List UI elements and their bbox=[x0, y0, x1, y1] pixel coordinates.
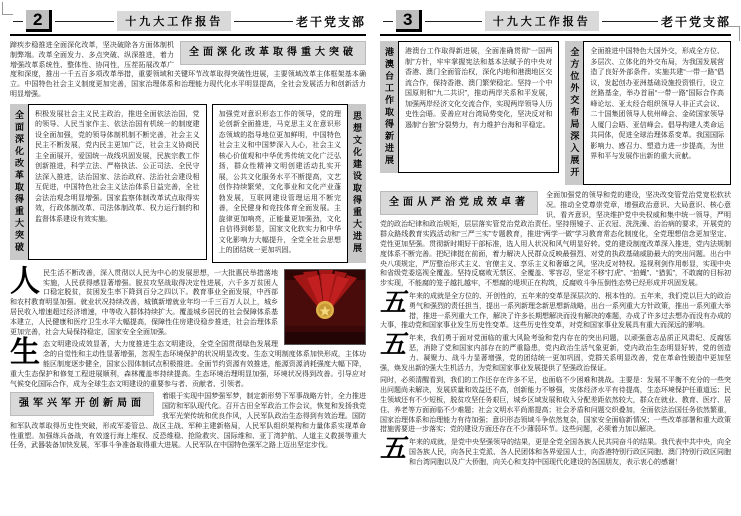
dropcap-sheng: 生 bbox=[10, 336, 40, 370]
section-diplomacy-body bbox=[583, 41, 731, 185]
section-reform bbox=[10, 41, 366, 100]
section-hmt-body bbox=[398, 41, 559, 173]
section-army bbox=[10, 392, 366, 451]
page-2-header bbox=[10, 10, 366, 32]
header-rule bbox=[380, 34, 731, 36]
masthead-title: 十九大工作报告 bbox=[485, 11, 599, 31]
para-five-thanks-text: 年来的成就，是党中央坚强领导的结果，更是全党全国各族人民共同奋斗的结果。我代表中共中央，向全国各族人民，向各民主党派、各人民团体和各界爱国人士，向香港特别行政区同胞、澳门特别行政区同胞和台湾同胞以及广大侨胞，向关心和支持中国现代化建设的各国朋友，表示衷心的感谢！ bbox=[409, 439, 732, 466]
section-culture-body bbox=[212, 104, 348, 263]
dropcap-wu: 五 bbox=[380, 287, 407, 317]
header-dash bbox=[602, 21, 658, 22]
section-diplomacy-box bbox=[565, 41, 731, 185]
section-democracy-body bbox=[28, 104, 207, 260]
section-army-text: 着眼于实现中国梦强军梦，制定新形势下军事战略方针，全力推进国防和军队现代化。召开古田全军政治工作会议，恢复和发扬我党我军光荣传统和优良作风，人民军队政治生态得到有效治理。国防和军队改革取得历史性突破，形成军委管总、战区主战、军种主建新格局，人民军队组织架构和力量体系实现革命性重塑。加强练兵备战，有效遂行海上维权、反恐维稳、抢险救灾、国际维和、亚丁湾护航、人道主义救援等重大任务，武器装备加快发展，军事斗争准备取得重大进展。人民军队在中国特色强军之路上迈出坚定步伐。 bbox=[10, 393, 366, 450]
para-five-achievements bbox=[380, 287, 732, 331]
congress-stage-photo-graphic bbox=[285, 270, 365, 344]
congress-stage-photo bbox=[284, 269, 366, 345]
section-party bbox=[380, 191, 731, 289]
page-3 bbox=[372, 0, 741, 516]
section-reform-title: 全面深化改革取得重大突破 bbox=[180, 41, 366, 65]
section-party-title: 全面从严治党成效卓著 bbox=[380, 191, 538, 215]
masthead-title: 十九大工作报告 bbox=[117, 11, 231, 31]
page-3-header bbox=[380, 10, 731, 32]
section-hmt-text: 港澳台工作取得新进展，全面准确贯彻“一国两制”方针，牢牢掌握宪法和基本法赋予的中央对香港、澳门全面管治权，深化内地和港澳地区交流合作，保持香港、澳门繁荣稳定。坚持一个中国原则和“九二共识”，推动两岸关系和平发展，加强两岸经济文化交流合作，实现两岸领导人历史性会晤。妥善应对台湾局势变化，坚决反对和遏制“台独”分裂势力，有力维护台海和平稳定。 bbox=[405, 48, 553, 129]
dropcap-wu: 五 bbox=[380, 330, 407, 360]
header-dash bbox=[425, 21, 481, 22]
para-five-risks-text: 年来，我们勇于面对党面临的重大风险考验和党内存在的突出问题，以顽强意志品质正风肃纪、反腐惩恶，消除了党和国家内部存在的严重隐患，党内政治生活气象更新，党内政治生态明显好转，党的创造力、凝聚力、战斗力显著增强，党的团结统一更加巩固，党群关系明显改善，党在革命性锻造中更加坚强，焕发出新的强大生机活力，为党和国家事业发展提供了坚强政治保证。 bbox=[380, 335, 731, 372]
header-rule bbox=[10, 34, 366, 36]
page-number: 2 bbox=[26, 10, 52, 32]
page-number: 3 bbox=[396, 10, 422, 32]
para-problems bbox=[380, 376, 731, 435]
para-five-achievements-text: 年来的成就是全方位的、开创性的，五年来的变革是深层次的、根本性的。五年来，我们党以巨大的政治勇气和强烈的责任担当，提出一系列新理念新思想新战略，出台一系列重大方针政策，推出一系列重大举措，推进一系列重大工作，解决了许多长期想解决而没有解决的难题，办成了许多过去想办而没有办成的大事，推动党和国家事业发生历史性变革。这些历史性变革，对党和国家事业发展具有重大而深远的影响。 bbox=[380, 292, 732, 330]
section-democracy-box bbox=[10, 104, 207, 260]
section-culture-box bbox=[212, 104, 366, 263]
section-democracy-text: 积极发展社会主义民主政治，推进全面依法治国，党的领导、人民当家作主、依法治国有机统一的制度建设全面加强，党的领导体制机制不断完善，社会主义民主不断发展，党内民主更加广泛，社会主义协商民主全面展开，爱国统一战线巩固发展，民族宗教工作创新推进，科学立法、严格执法、公正司法、全民守法深入推进，法治国家、法治政府、法治社会建设相互促进，中国特色社会主义法治体系日益完善，全社会法治观念明显增强。国家监察体制改革试点取得实效，行政体制改革、司法体制改革、权力运行制约和监督体系建设有效实施。 bbox=[35, 110, 200, 223]
para-problems-text: 同时，必须清醒看到，我们的工作还存在许多不足，也面临不少困难和挑战。主要是：发展不平衡不充分的一些突出问题尚未解决，发展质量和效益还不高，创新能力不够强，实体经济水平有待提高，生态环境保护任重道远；民生领域还有不少短板，脱贫攻坚任务艰巨，城乡区域发展和收入分配差距依然较大，群众在就业、教育、医疗、居住、养老等方面面临不少难题；社会文明水平尚需提高；社会矛盾和问题交织叠加，全面依法治国任务依然繁重，国家治理体系和治理能力有待加强；意识形态领域斗争依然复杂，国家安全面临新情况；一些改革部署和重大政策措施需要进一步落实；党的建设方面还存在不少薄弱环节。这些问题，必须着力加以解决。 bbox=[380, 377, 731, 434]
section-democracy-vertical-title: 全面深化改革取得重大突破 bbox=[10, 104, 28, 260]
section-diplomacy-vertical-title: 全方位外交布局深入展开 bbox=[565, 41, 583, 185]
section-hmt-vertical-title: 港澳台工作取得新进展 bbox=[380, 41, 398, 173]
section-culture-vertical-title: 思想文化建设取得重大进展 bbox=[348, 104, 366, 263]
section-party-text: 全面加强党的领导和党的建设，坚决改变管党治党宽松软状况。推动全党尊崇党章，增强政治意识、大局意识、核心意识、看齐意识，坚决维护党中央权威和集中统一领导，严明党的政治纪律和政治规矩，层层落实管党治党政治责任。坚持照镜子、正衣冠、洗洗澡、治治病的要求，开展党的群众路线教育实践活动和“三严三实”专题教育，推进“两学一做”学习教育常态化制度化，全党理想信念更加坚定、党性更加坚强。贯彻新时期好干部标准，选人用人状况和风气明显好转。党的建设制度改革深入推进，党内法规制度体系不断完善。把纪律挺在前面，着力解决人民群众反映最强烈、对党的执政基础威胁最大的突出问题。出台中央八项规定，严厉整治形式主义、官僚主义、享乐主义和奢靡之风，坚决反对特权。巡视利剑作用彰显，实现中央和省级党委巡视全覆盖。坚持反腐败无禁区、全覆盖、零容忍，坚定不移“打虎”、“拍蝇”、“猎狐”，不敢腐的目标初步实现，不能腐的笼子越扎越牢，不想腐的堤坝正在构筑，反腐败斗争压倒性态势已经形成并巩固发展。 bbox=[380, 192, 731, 288]
masthead-org: 老干党支部 bbox=[661, 14, 732, 29]
dropcap-wu: 五 bbox=[380, 434, 407, 464]
livelihood-ecology-flow bbox=[10, 264, 366, 393]
section-army-title: 强军兴军开创新局面 bbox=[10, 392, 154, 416]
section-diplomacy-text: 全面推进中国特色大国外交，形成全方位、多层次、立体化的外交布局，为我国发展营造了良好外部条件。实施共建“一带一路”倡议，发起创办亚洲基础设施投资银行，设立丝路基金，举办首届“一带一路”国际合作高峰论坛、亚太经合组织领导人非正式会议、二十国集团领导人杭州峰会、金砖国家领导人厦门会晤、亚信峰会。倡导构建人类命运共同体，促进全球治理体系变革。我国国际影响力、感召力、塑造力进一步提高，为世界和平与发展作出新的重大贡献。 bbox=[590, 48, 724, 160]
para-five-risks bbox=[380, 330, 731, 373]
boxed-sections-row bbox=[380, 41, 731, 185]
section-ecology bbox=[10, 336, 366, 389]
header-dash bbox=[383, 21, 393, 22]
header-dash bbox=[13, 21, 23, 22]
section-livelihood-text: 民生活不断改善，深入贯彻以人民为中心的发展思想，一大批惠民举措落地实施，人民获得感显著增强。脱贫攻坚战取得决定性进展，六千多万贫困人口稳定脱贫，贫困发生率下降到百分之四以下。教育事业全面发展，中西部和农村教育明显加强。就业状况持续改善，城镇新增就业年均一千三百万人以上，城乡居民收入增速超过经济增速，中等收入群体持续扩大。覆盖城乡居民的社会保障体系基本建立，人民健康和医疗卫生水平大幅提高，保障性住房建设稳步推进，社会治理体系更加完善，社会大局保持稳定，国家安全全面加强。 bbox=[10, 269, 278, 336]
section-reform-text: 蹄疾步稳推进全面深化改革，坚决破除各方面体制机制弊端。改革全面发力、多点突破、纵深推进，着力增强改革系统性、整体性、协同性，压茬拓展改革广度和深度，推出一千五百多项改革举措，重要领域和关键环节改革取得突破性进展，主要领域改革主体框架基本确立。中国特色社会主义制度更加完善，国家治理体系和治理能力现代化水平明显提高，全社会发展活力和创新活力明显增强。 bbox=[10, 42, 366, 98]
section-ecology-text: 态文明建设成效显著，大力度推进生态文明建设，全党全国贯彻绿色发展理念的自觉性和主动性显著增强，忽视生态环境保护的状况明显改变。生态文明制度体系加快形成，主体功能区制度逐步健全，国家公园体制试点积极推进。全面节约资源有效推进，能源资源消耗强度大幅下降，重大生态保护和修复工程进展顺利，森林覆盖率持续提高。生态环境治理明显加强，环境状况得到改善。引导应对气候变化国际合作，成为全球生态文明建设的重要参与者、贡献者、引领者。 bbox=[10, 341, 366, 388]
dropcap-ren: 人 bbox=[10, 264, 40, 298]
masthead-org: 老干党支部 bbox=[296, 14, 367, 29]
section-culture-text: 加强党对意识形态工作的领导，党的理论创新全面推进，马克思主义在意识形态领域的指导地位更加鲜明，中国特色社会主义和中国梦深入人心，社会主义核心价值观和中华优秀传统文化广泛弘扬，群众性精神文明创建活动扎实开展，公共文化服务水平不断提高，文艺创作持续繁荣，文化事业和文化产业蓬勃发展，互联网建设管理运用不断完善，全民健身和竞技体育全面发展。主旋律更加响亮，正能量更加强劲，文化自信得到彰显，国家文化软实力和中华文化影响力大幅提升，全党全社会思想上的团结统一更加巩固。 bbox=[218, 110, 341, 255]
para-five-thanks bbox=[380, 434, 732, 467]
header-dash bbox=[55, 21, 114, 22]
boxed-sections-row bbox=[10, 104, 366, 263]
section-hmt-box bbox=[380, 41, 559, 173]
header-dash bbox=[234, 21, 293, 22]
